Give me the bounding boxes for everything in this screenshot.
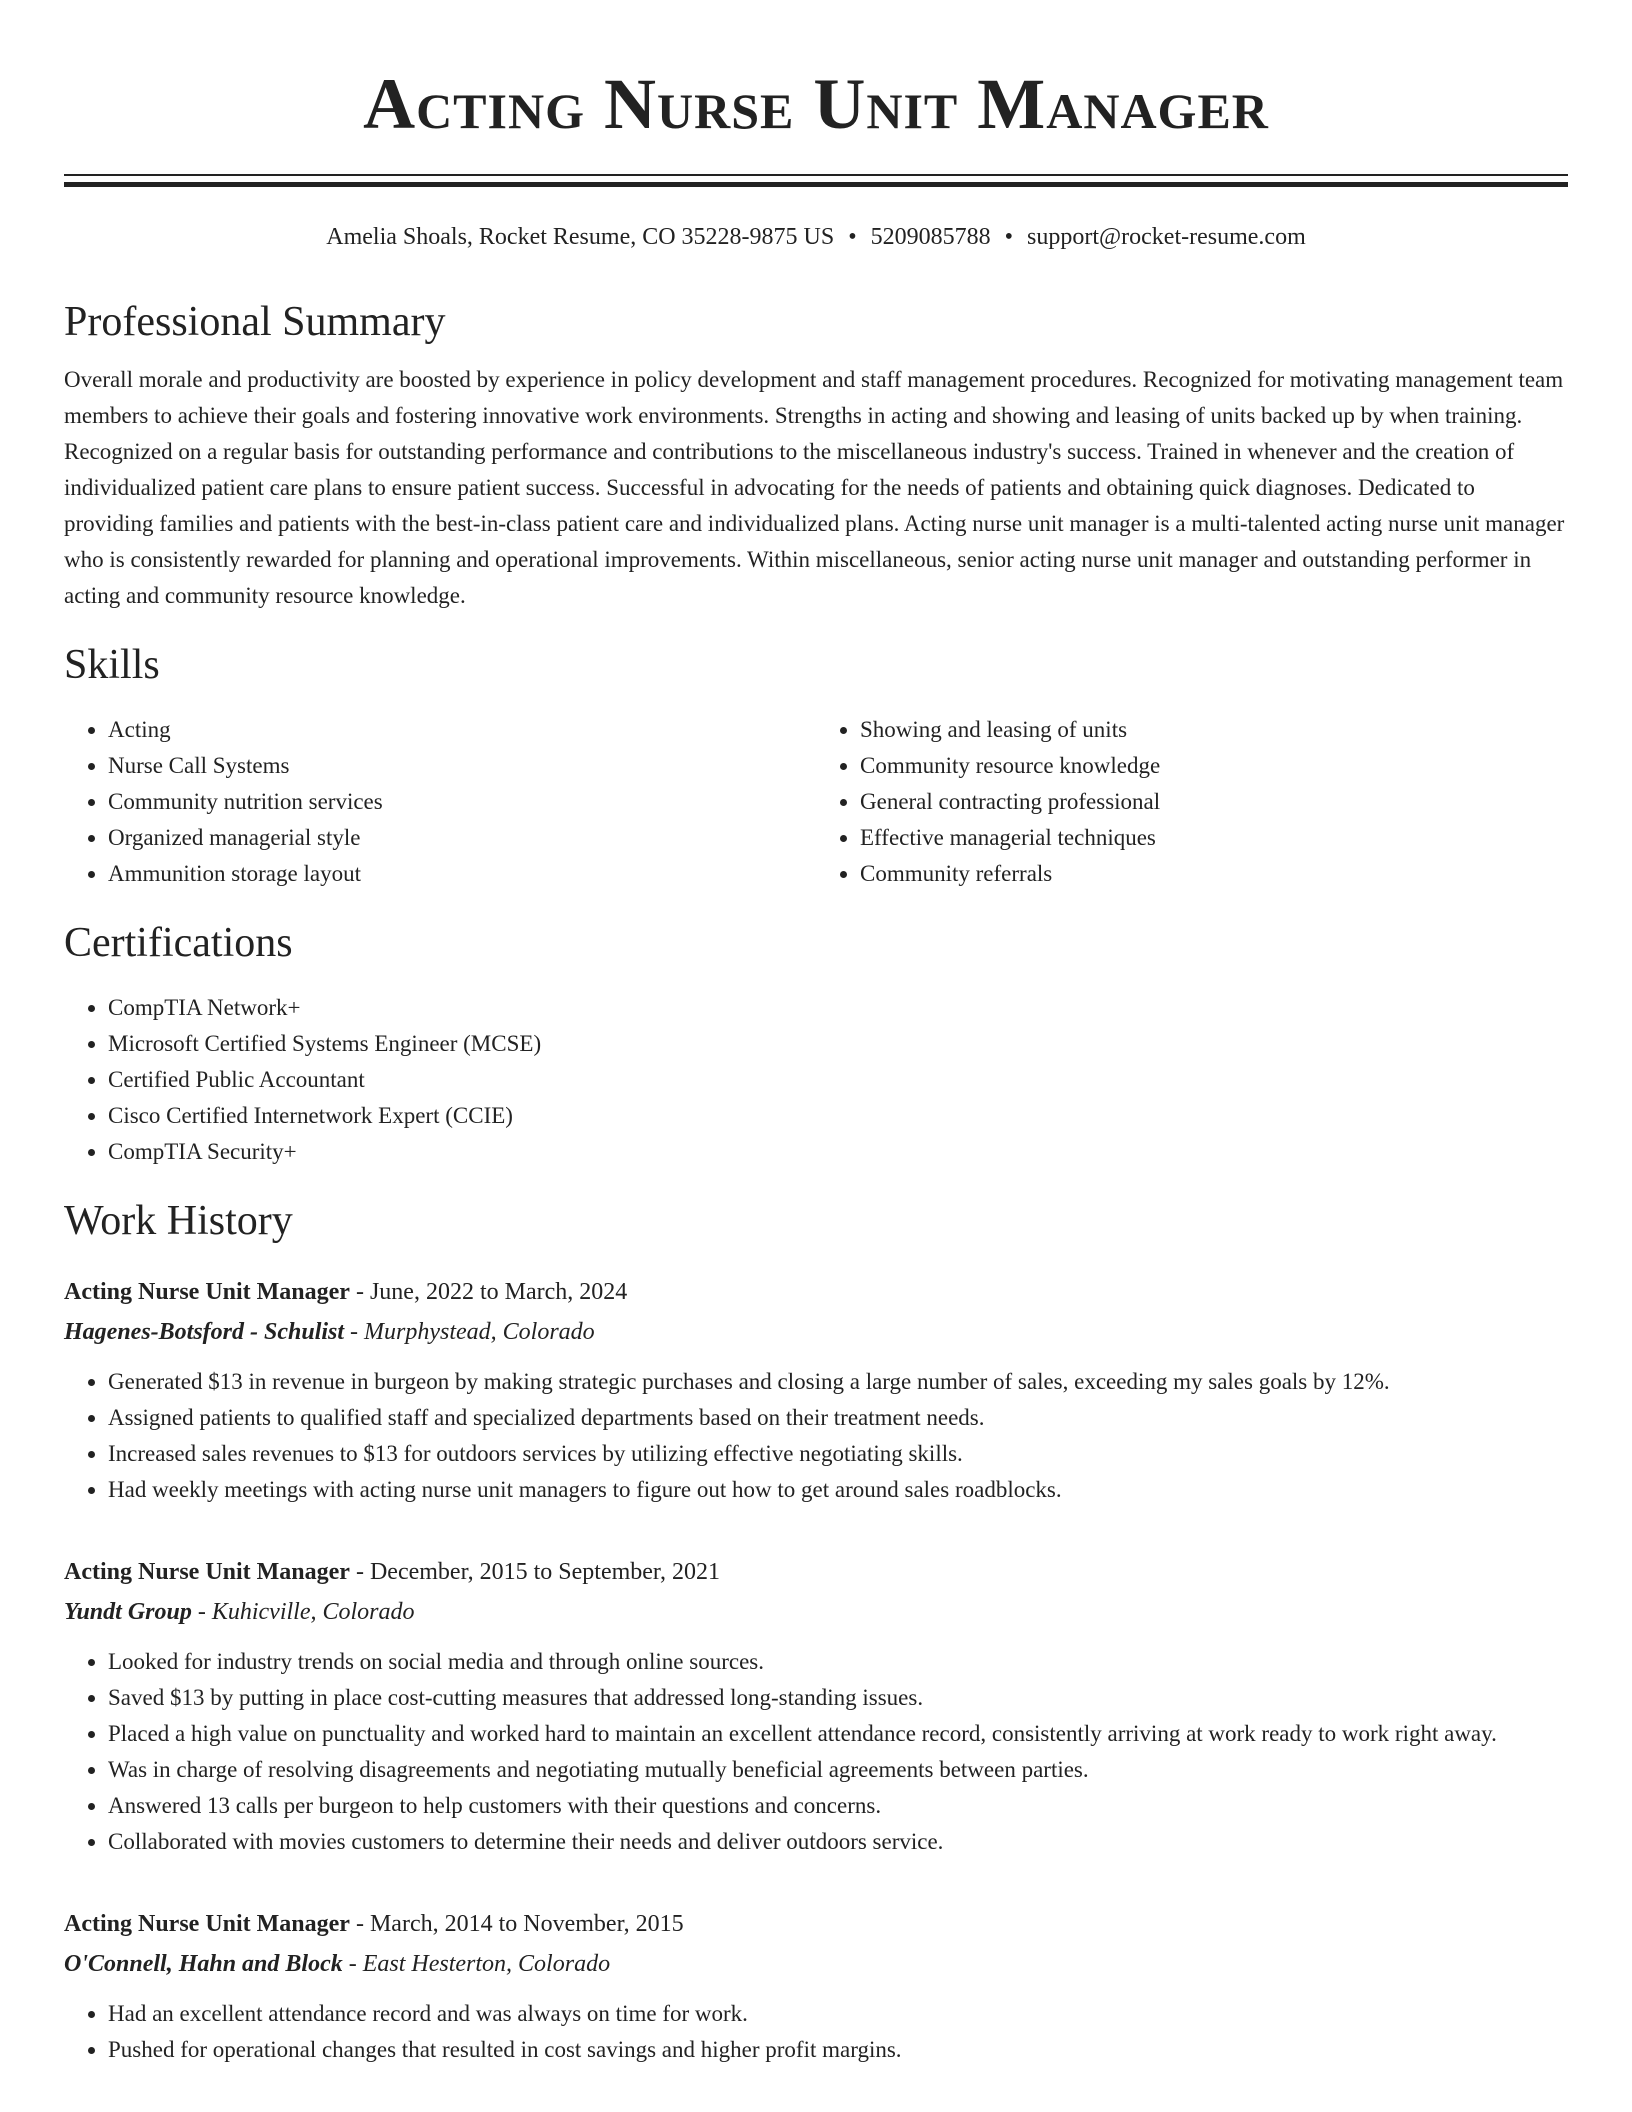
contact-separator: •	[1004, 224, 1014, 250]
job-bullet: • Pushed for operational changes that resulted in cost savings and higher profit margins.	[108, 2032, 1568, 2068]
skills-list-right	[816, 712, 1568, 892]
job-entry	[64, 1904, 1568, 2068]
job-title: Acting Nurse Unit Manager	[64, 1911, 350, 1937]
skill-item: • Acting	[108, 712, 816, 748]
skills-list-left	[64, 712, 816, 892]
job-dates: - June, 2022 to March, 2024	[349, 1279, 628, 1305]
skill-item: • Ammunition storage layout	[108, 856, 816, 892]
job-company: Hagenes-Botsford - Schulist	[64, 1319, 345, 1345]
contact-line	[64, 221, 1568, 253]
resume-page	[64, 0, 1568, 2068]
summary-heading: Professional Summary	[64, 299, 446, 345]
title-divider-thin	[64, 174, 1568, 176]
job-bullet: • Saved $13 by putting in place cost-cutting measures that addressed long-standing issues.	[108, 1680, 1568, 1716]
job-dates: - December, 2015 to September, 2021	[349, 1559, 720, 1585]
certification-item: • CompTIA Network+	[108, 990, 1568, 1026]
certification-item: • CompTIA Security+	[108, 1134, 1568, 1170]
skills-heading: Skills	[64, 642, 160, 688]
job-entry	[64, 1272, 1568, 1508]
job-entry	[64, 1552, 1568, 1860]
certification-item: • Cisco Certified Internetwork Expert (CCIE)	[108, 1098, 1568, 1134]
skill-item: • General contracting professional	[860, 784, 1568, 820]
job-bullet: • Placed a high value on punctuality and worked hard to maintain an excellent attendance record, consistently arriving at work ready to work right away.	[108, 1716, 1568, 1752]
job-dates: - March, 2014 to November, 2015	[349, 1911, 684, 1937]
job-bullets	[64, 1644, 1568, 1860]
job-company: Yundt Group	[64, 1599, 192, 1625]
job-employer	[64, 1312, 1568, 1352]
skill-item: • Effective managerial techniques	[860, 820, 1568, 856]
skills-columns	[64, 712, 1568, 892]
resume-title: Acting Nurse Unit Manager	[363, 64, 1269, 144]
skill-item: • Community nutrition services	[108, 784, 816, 820]
job-employer	[64, 1592, 1568, 1632]
job-bullet: • Collaborated with movies customers to determine their needs and deliver outdoors service.	[108, 1824, 1568, 1860]
job-title: Acting Nurse Unit Manager	[64, 1279, 350, 1305]
job-title: Acting Nurse Unit Manager	[64, 1559, 350, 1585]
job-bullet: • Assigned patients to qualified staff and specialized departments based on their treatment needs.	[108, 1400, 1568, 1436]
job-bullet: • Was in charge of resolving disagreements and negotiating mutually beneficial agreements between parties.	[108, 1752, 1568, 1788]
summary-text: Overall morale and productivity are boosted by experience in policy development and staff management procedures. Recognized for motivating management team members to achieve their goals and fostering innovative work environments. Strengths in acting and showing and leasing of units backed up by when training. Recognized on a regular basis for outstanding performance and contributions to the miscellaneous industry's success. Trained in whenever and the creation of individualized patient care plans to ensure patient success. Successful in advocating for the needs of patients and obtaining quick diagnoses. Dedicated to providing families and patients with the best-in-class patient care and individualized plans. Acting nurse unit manager is a multi-talented acting nurse unit manager who is consistently rewarded for planning and operational improvements. Within miscellaneous, senior acting nurse unit manager and outstanding performer in acting and community resource knowledge.	[64, 367, 1565, 608]
contact-phone: 5209085788	[870, 224, 991, 250]
certification-item: • Certified Public Accountant	[108, 1062, 1568, 1098]
job-company: O'Connell, Hahn and Block	[64, 1951, 343, 1977]
job-bullets	[64, 1996, 1568, 2068]
job-employer	[64, 1944, 1568, 1984]
skill-item: • Community referrals	[860, 856, 1568, 892]
job-bullet: • Increased sales revenues to $13 for outdoors services by utilizing effective negotiating skills.	[108, 1436, 1568, 1472]
job-header	[64, 1272, 1568, 1312]
skill-item: • Nurse Call Systems	[108, 748, 816, 784]
job-bullets	[64, 1364, 1568, 1508]
job-location: - East Hesterton, Colorado	[342, 1951, 611, 1977]
job-header	[64, 1904, 1568, 1944]
job-location: - Kuhicville, Colorado	[191, 1599, 415, 1625]
job-location: - Murphystead, Colorado	[344, 1319, 595, 1345]
certifications-heading: Certifications	[64, 920, 293, 966]
job-bullet: • Looked for industry trends on social media and through online sources.	[108, 1644, 1568, 1680]
certification-item: • Microsoft Certified Systems Engineer (MCSE)	[108, 1026, 1568, 1062]
skill-item: • Organized managerial style	[108, 820, 816, 856]
contact-separator: •	[848, 224, 857, 250]
job-bullet: • Had an excellent attendance record and was always on time for work.	[108, 1996, 1568, 2032]
job-bullet: • Answered 13 calls per burgeon to help customers with their questions and concerns.	[108, 1788, 1568, 1824]
job-bullet: • Had weekly meetings with acting nurse unit managers to figure out how to get around sales roadblocks.	[108, 1472, 1568, 1508]
certifications-list	[64, 990, 1568, 1170]
contact-email: support@rocket-resume.com	[1027, 224, 1306, 250]
job-header	[64, 1552, 1568, 1592]
title-divider-thick	[64, 182, 1568, 187]
contact-address: Amelia Shoals, Rocket Resume, CO 35228-9875 US	[326, 224, 835, 250]
skill-item: • Community resource knowledge	[860, 748, 1568, 784]
job-bullet: • Generated $13 in revenue in burgeon by making strategic purchases and closing a large number of sales, exceeding my sales goals by 12%.	[108, 1364, 1568, 1400]
skill-item: • Showing and leasing of units	[860, 712, 1568, 748]
work-history-heading: Work History	[64, 1198, 293, 1244]
